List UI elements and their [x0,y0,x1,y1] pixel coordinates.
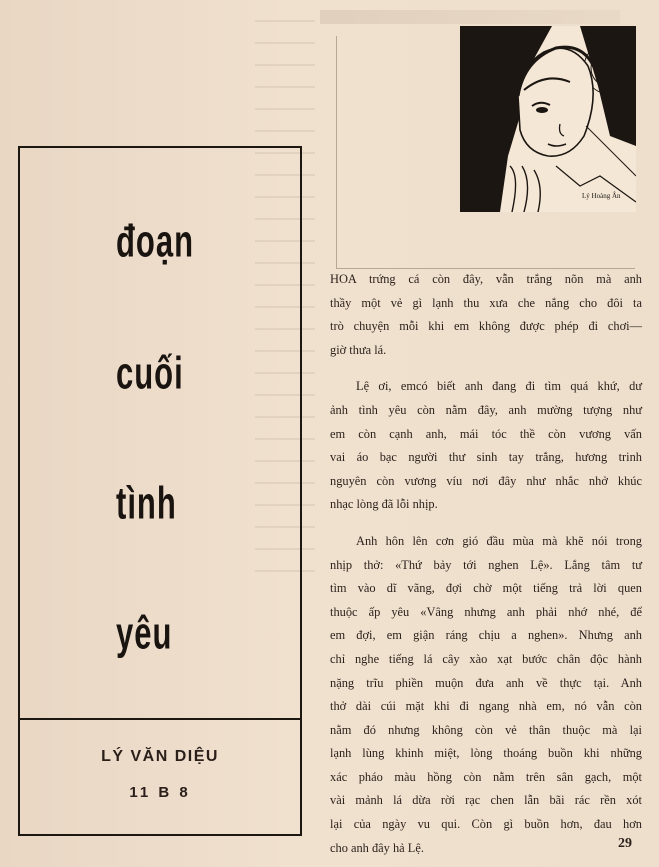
paragraph-3 [330,530,642,860]
article-line: cho anh đây hả Lệ. [330,840,424,855]
article-body [330,268,642,860]
article-line: vai áo bạc người thư sinh tay trắng, hương trinh [330,450,642,465]
article-line: vài mảnh lá dừa rời rạc chen lẫn bãi rác rền xót [330,793,642,808]
title-word-doan: đoạn [116,216,195,267]
article-line: Anh hôn lên cơn gió đầu mùa mà khẽ nói trong [356,533,642,548]
article-line: trò chuyện mỗi khi em không được phép đi chơi— [330,319,642,334]
article-line: thầy một vẻ gì lạnh thu xưa che nắng cho đôi ta [330,295,642,310]
show-through-header [320,10,620,24]
article-line: nguyên còn vương víu nơi đây như nhắc nhở khúc [330,473,642,488]
article-line: nhạc lòng đã lỗi nhịp. [330,497,438,512]
paragraph-2 [330,375,642,517]
title-word-cuoi: cuối [116,348,184,399]
page-number: 29 [618,836,632,851]
article-line: lạnh lùng khinh miệt, lòng thoáng buồn khi những [330,746,642,761]
title-box [18,146,302,836]
article-line: xác pháo màu hồng còn nằm trên sân gạch, một [330,769,642,784]
article-line: tìm vào dĩ vãng, đợi chờ một tiếng trả lời quen [330,581,642,596]
author-class: 11 B 8 [129,784,191,801]
author-name: LÝ VĂN DIỆU [101,748,219,765]
woman-face-drawing-icon [460,26,636,212]
title-divider [20,718,300,720]
article-line: nhịp thở: «Thứ bảy tới nghen Lệ». Lắng tâm tư [330,557,642,572]
article-line: thở dài cúi mặt khi đi ngang nhà em, nó vẫn còn [330,699,642,714]
article-line: em đợi, em giận ráng chịu a nghen». Nhưng anh [330,628,642,643]
article-line: lại của ngày vu qui. Còn gì buồn hơn, đau hơn [330,817,642,832]
article-line: chỉ nghe tiếng lá cây xào xạt bước chân độc hành [330,651,642,666]
article-line: nằm đó nhưng không còn vẻ thân thuộc mà lại [330,722,642,737]
article-line: nặng trĩu phiền muộn đưa anh về thực tại. Anh [330,675,642,690]
article-line: thuộc ấp yêu «Vâng nhưng anh phải nhớ nhé, để [330,604,642,619]
article-line: em còn cạnh anh, mái tóc thề còn vương vấn [330,426,642,441]
article-line: giờ thưa lá. [330,342,387,357]
article-line: HOA trứng cá còn đây, vẫn trắng nõn mà anh [330,272,642,286]
title-word-tinh: tình [116,478,177,529]
title-word-yeu: yêu [116,608,173,659]
article-line: Lệ ơi, emcó biết anh đang đi tìm quá khứ, dư [356,379,642,394]
svg-text:Lý Hoàng Ân: Lý Hoàng Ân [582,192,621,200]
paragraph-1 [330,268,642,362]
article-line: ảnh tình yêu còn nằm đây, anh mường tượng như [330,402,642,417]
